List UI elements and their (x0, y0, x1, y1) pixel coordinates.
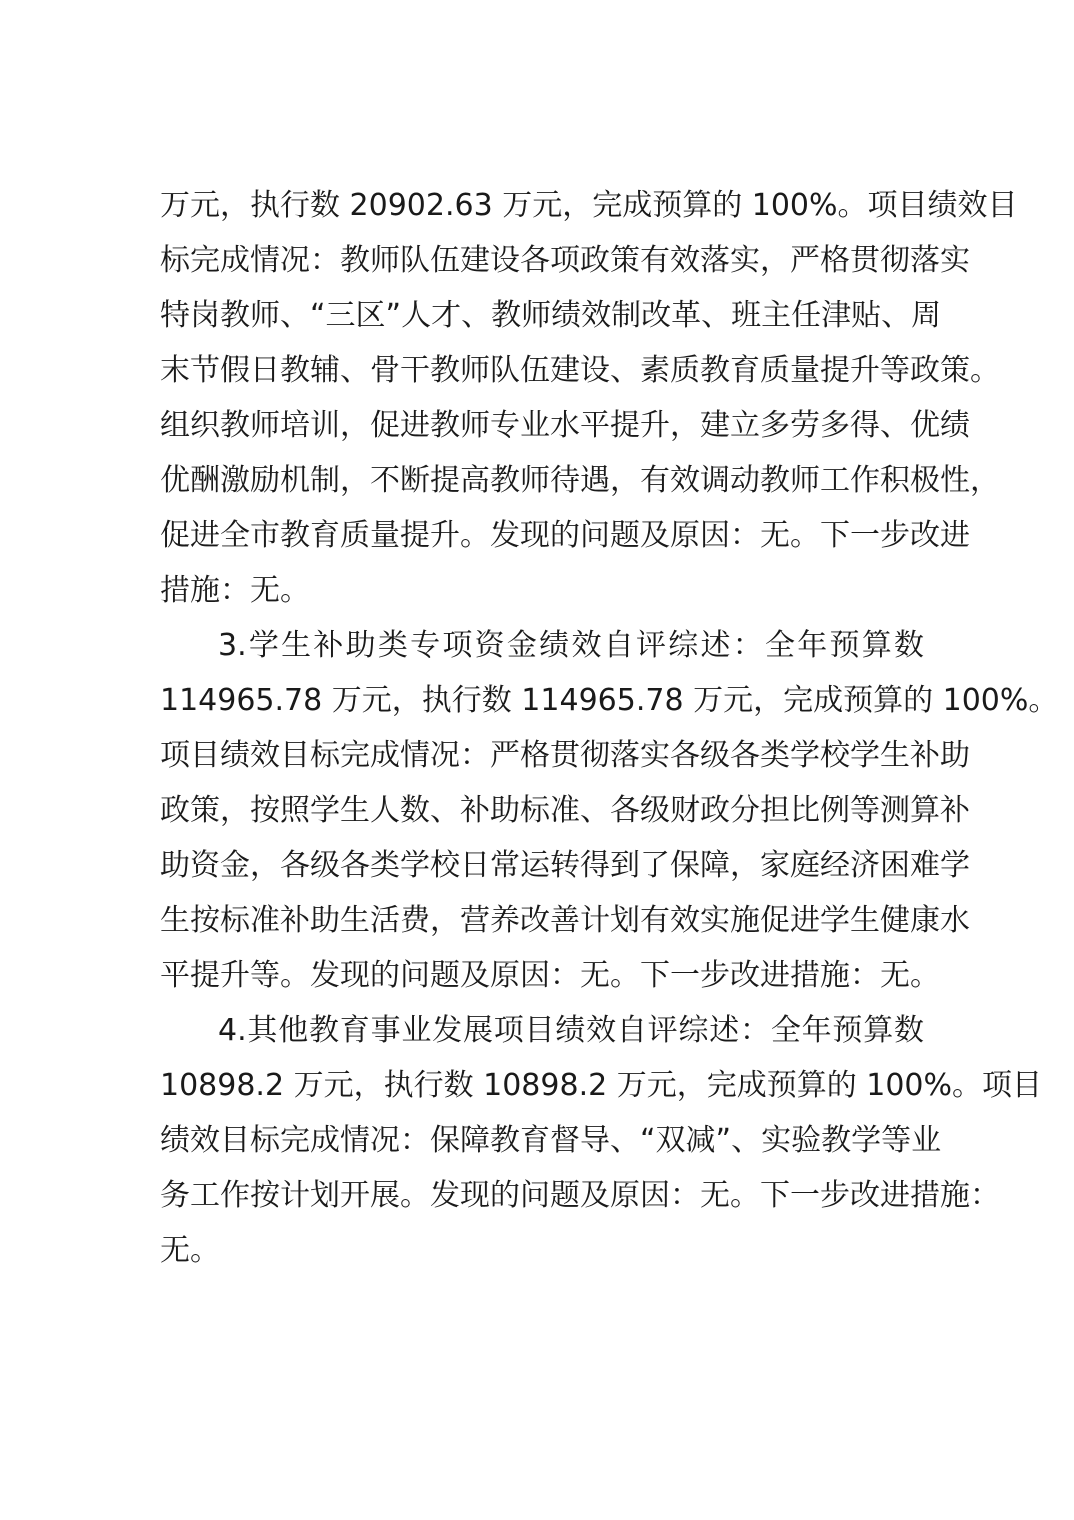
text-line: 特岗教师、“三区”人才、教师绩效制改革、班主任津贴、周 (160, 298, 942, 333)
text-line: 措施：无。 (160, 573, 310, 608)
paragraph-other-education (160, 1003, 1043, 1278)
text-line: 万元，执行数 20902.63 万元，完成预算的 100%。项目绩效目 (160, 188, 1018, 223)
text-line: 组织教师培训，促进教师专业水平提升，建立多劳多得、优绩 (160, 408, 970, 443)
text-line: 3.学生补助类专项资金绩效自评综述：全年预算数 (218, 628, 924, 663)
text-line: 助资金，各级各类学校日常运转得到了保障，家庭经济困难学 (160, 848, 970, 883)
text-line: 平提升等。发现的问题及原因：无。下一步改进措施：无。 (160, 958, 940, 993)
text-line: 114965.78 万元，执行数 114965.78 万元，完成预算的 100%。 (160, 683, 1059, 718)
text-line: 生按标准补助生活费，营养改善计划有效实施促进学生健康水 (160, 903, 970, 938)
text-line: 无。 (160, 1233, 220, 1268)
text-line: 政策，按照学生人数、补助标准、各级财政分担比例等测算补 (160, 793, 970, 828)
text-line: 标完成情况：教师队伍建设各项政策有效落实，严格贯彻落实 (160, 243, 970, 278)
document-body (160, 178, 1059, 1278)
paragraph-teacher-team (160, 178, 1018, 618)
text-line: 促进全市教育质量提升。发现的问题及原因：无。下一步改进 (160, 518, 970, 553)
text-line: 绩效目标完成情况：保障教育督导、“双减”、实验教学等业 (160, 1123, 942, 1158)
text-line: 4.其他教育事业发展项目绩效自评综述：全年预算数 (218, 1013, 924, 1048)
text-line: 务工作按计划开展。发现的问题及原因：无。下一步改进措施： (160, 1178, 1000, 1213)
text-line: 优酬激励机制，不断提高教师待遇，有效调动教师工作积极性， (160, 463, 1000, 498)
text-line: 10898.2 万元，执行数 10898.2 万元，完成预算的 100%。项目 (160, 1068, 1043, 1103)
text-line: 末节假日教辅、骨干教师队伍建设、素质教育质量提升等政策。 (160, 353, 1000, 388)
paragraph-student-subsidy (160, 618, 1059, 1003)
text-line: 项目绩效目标完成情况：严格贯彻落实各级各类学校学生补助 (160, 738, 970, 773)
